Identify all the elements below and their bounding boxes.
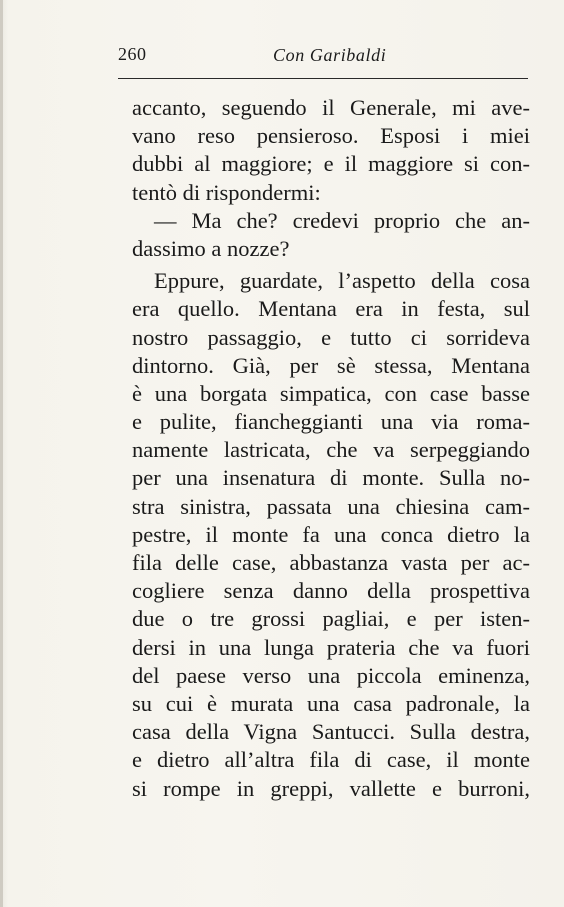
text-line: — Ma che? credevi proprio che an- (154, 207, 530, 233)
text-line: e pulite, fiancheggianti una via roma- (132, 409, 530, 435)
text-line: stra sinistra, passata una chiesina cam- (132, 493, 530, 519)
header-rule (118, 78, 528, 79)
text-line: è una borgata simpatica, con case basse (132, 380, 530, 406)
page-number: 260 (118, 44, 147, 64)
text-line: tentò di rispondermi: (132, 179, 321, 205)
text-line: dubbi al maggiore; e il maggiore si con- (132, 151, 530, 177)
text-line: per una insenatura di monte. Sulla no- (132, 465, 530, 491)
text-line: nostro passaggio, e tutto ci sorrideva (132, 324, 530, 350)
text-line: fila delle case, abbastanza vasta per ac- (132, 550, 530, 575)
text-line: era quello. Mentana era in festa, sul (132, 296, 530, 322)
body-text (132, 94, 530, 803)
text-line: dersi in una lunga prateria che va fuori (132, 634, 530, 660)
text-line: Eppure, guardate, l’aspetto della cosa (154, 268, 530, 294)
text-line: del paese verso una piccola eminenza, (132, 662, 530, 688)
text-line: casa della Vigna Santucci. Sulla destra, (132, 719, 530, 745)
text-line: cogliere senza danno della prospettiva (132, 578, 530, 604)
text-line: su cui è murata una casa padronale, la (132, 690, 530, 716)
text-line: dassimo a nozze? (132, 235, 290, 261)
page-header (118, 44, 526, 70)
text-line: pestre, il monte fa una conca dietro la (132, 521, 530, 547)
text-line: si rompe in greppi, vallette e burroni, (132, 775, 530, 801)
text-line: vano reso pensieroso. Esposi i miei (132, 123, 530, 149)
text-line: namente lastricata, che va serpeggiando (132, 437, 530, 463)
page-binding-edge (0, 0, 3, 907)
running-title: Con Garibaldi (273, 45, 387, 65)
text-line: dintorno. Già, per sè stessa, Mentana (132, 352, 530, 378)
text-line: due o tre grossi pagliai, e per isten- (132, 606, 530, 632)
text-line: accanto, seguendo il Generale, mi ave- (132, 95, 530, 120)
text-line: e dietro all’altra fila di case, il monte (132, 747, 530, 773)
